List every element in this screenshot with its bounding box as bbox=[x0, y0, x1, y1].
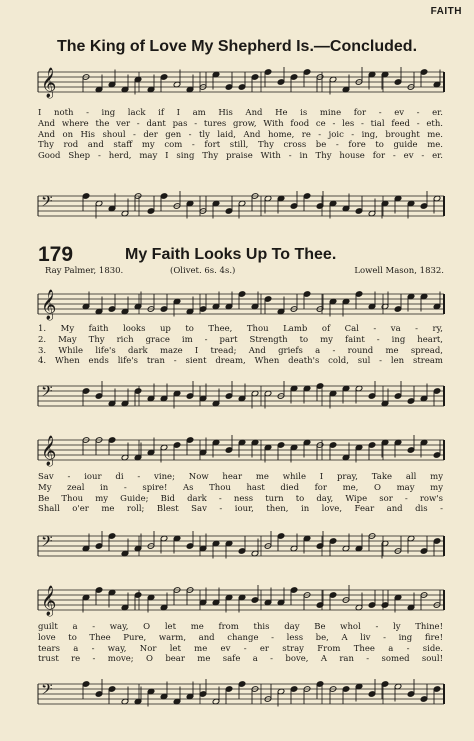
bass-staff-system-3 bbox=[0, 670, 474, 718]
bass-staff-hymn1 bbox=[0, 182, 474, 232]
lyric-line: tears a - way, Nor let me ev - er stray From Thee a - side. bbox=[38, 643, 443, 654]
music-credit: Lowell Mason, 1832. bbox=[354, 266, 444, 276]
words-credit: Ray Palmer, 1830. bbox=[45, 266, 124, 276]
system-2-lyrics bbox=[38, 472, 443, 515]
lyric-line: 2. May Thy rich grace im - part Strength to my faint - ing heart, bbox=[38, 334, 443, 345]
treble-staff-system-3 bbox=[0, 576, 474, 624]
bass-clef-icon: 𝄢 bbox=[41, 681, 53, 702]
running-head: FAITH bbox=[430, 6, 462, 17]
tune-name: (Olivet. 6s. 4s.) bbox=[170, 266, 236, 276]
lyric-line: 4. When ends life's tran - sient dream, When death's cold, sul - len stream bbox=[38, 356, 443, 367]
lyric-line: love to Thee Pure, warm, and change - less be, A liv - ing fire! bbox=[38, 632, 443, 643]
bass-staff-system-1 bbox=[0, 372, 474, 420]
lyric-line: Good Shep - herd, may I sing Thy praise With - in Thy house for - ev - er. bbox=[38, 151, 443, 162]
hymn-title: My Faith Looks Up To Thee. bbox=[125, 246, 337, 263]
lyric-line: Shall o'er me roll; Blest Sav - iour, then, in love, Fear and dis - bbox=[38, 504, 443, 515]
lyric-line: I noth - ing lack if I am His And He is mine for - ev - er. bbox=[38, 108, 443, 118]
lyric-line: My zeal in - spire! As Thou hast died for me, O may my bbox=[38, 482, 443, 493]
bass-staff-system-2 bbox=[0, 522, 474, 570]
hymn-title-concluded: The King of Love My Shepherd Is.—Concluded. bbox=[56, 38, 418, 55]
system-3-lyrics bbox=[38, 622, 443, 665]
treble-staff-hymn1 bbox=[0, 58, 474, 108]
hymn-number: 179 bbox=[38, 243, 74, 266]
lyric-line: 1. My faith looks up to Thee, Thou Lamb of Cal - va - ry, bbox=[38, 324, 443, 334]
lyric-line: Sav - iour di - vine; Now hear me while I pray, Take all my bbox=[38, 472, 443, 482]
treble-clef-icon: 𝄞 bbox=[41, 586, 57, 616]
treble-staff-system-1 bbox=[0, 280, 474, 328]
treble-clef-icon: 𝄞 bbox=[41, 290, 57, 320]
bass-clef-icon: 𝄢 bbox=[41, 383, 53, 404]
treble-clef-icon: 𝄞 bbox=[41, 68, 57, 98]
treble-clef-icon: 𝄞 bbox=[41, 436, 57, 466]
lyric-line: trust re - move; O bear me safe a - bove, A ran - somed soul! bbox=[38, 654, 443, 665]
lyric-line: Thy rod and staff my com - fort still, Thy cross be - fore to guide me. bbox=[38, 140, 443, 151]
lyric-line: And on His shoul - der gen - tly laid, And home, re - joic - ing, brought me. bbox=[38, 129, 443, 140]
bass-clef-icon: 𝄢 bbox=[41, 193, 53, 214]
lyric-line: 3. While life's dark maze I tread; And griefs a - round me spread, bbox=[38, 345, 443, 356]
system-1-lyrics bbox=[38, 324, 443, 367]
hymn1-lyrics bbox=[38, 108, 443, 162]
treble-staff-system-2 bbox=[0, 426, 474, 474]
lyric-line: And where the ver - dant pas - tures grow, With food ce - les - tial feed - eth. bbox=[38, 118, 443, 129]
bass-clef-icon: 𝄢 bbox=[41, 533, 53, 554]
lyric-line: guilt a - way, O let me from this day Be whol - ly Thine! bbox=[38, 622, 443, 632]
lyric-line: Be Thou my Guide; Bid dark - ness turn to day, Wipe sor - row's bbox=[38, 493, 443, 504]
